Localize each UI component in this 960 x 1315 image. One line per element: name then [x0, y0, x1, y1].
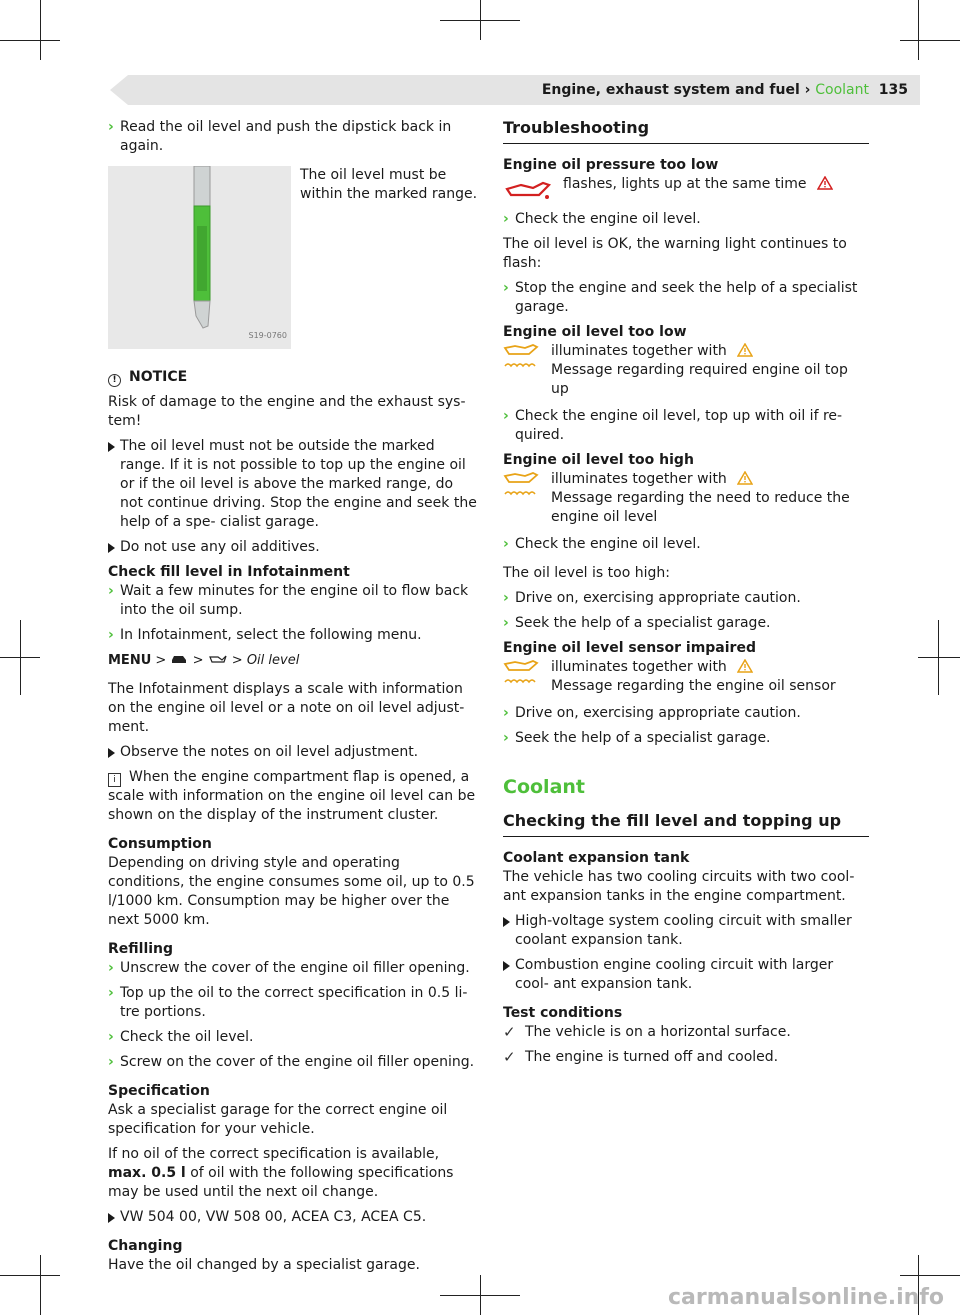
oil-pressure-lamp-red-icon [503, 175, 555, 201]
warning-triangle-yellow-icon [737, 659, 753, 673]
oil-level-lamp-yellow-icon [503, 342, 543, 372]
step-marker-icon: › [108, 960, 114, 976]
dipstick-illustration [108, 166, 291, 349]
menu-oil-level: Oil level [246, 653, 300, 668]
warning-triangle-yellow-icon [737, 471, 753, 485]
consumption-heading: Consumption [108, 836, 212, 852]
tank-text: The vehicle has two cooling circuits with two cool- ant expansion tanks in the engine compartment. [503, 869, 855, 904]
step-item: › Unscrew the cover of the engine oil filler opening. [108, 960, 470, 976]
step-marker-icon: › [108, 119, 114, 135]
high-warning-row: illuminates together with Message regarding the need to reduce the engine oil level [503, 470, 869, 527]
notice-text: Risk of damage to the engine and the exhaust sys- tem! [108, 394, 466, 429]
info-text: i When the engine compartment flap is opened, a scale with information on the engine oil level can be shown on the display of the instrument cluster. [108, 769, 476, 823]
crop-mark [0, 657, 40, 658]
step-item: › Drive on, exercising appropriate caution. [503, 590, 801, 606]
step-item: › Check the oil level. [108, 1029, 254, 1045]
crop-mark [918, 657, 960, 658]
fill-level-title: Checking the fill level and topping up [503, 811, 869, 837]
pressure-text: The oil level is OK, the warning light continues to flash: [503, 236, 847, 271]
test-heading: Test conditions [503, 1005, 623, 1021]
bullet-triangle-icon [503, 917, 510, 927]
header-section: Engine, exhaust system and fuel › [541, 82, 811, 98]
spec-text: Ask a specialist garage for the correct engine oil specification for your vehicle. [108, 1102, 448, 1137]
step-marker-icon: › [108, 583, 114, 599]
crop-mark [900, 40, 960, 41]
watermark: carmanualsonline.info [668, 1285, 944, 1310]
infotainment-text: The Infotainment displays a scale with information on the engine oil level or a note on oil level adjust- ment. [108, 681, 465, 735]
crop-mark [440, 1295, 520, 1296]
bullet-triangle-icon [108, 748, 115, 758]
notice-title: ! NOTICE [108, 368, 478, 387]
spec-item: VW 504 00, VW 508 00, ACEA C3, ACEA C5. [108, 1208, 478, 1227]
notice-item: Do not use any oil additives. [108, 538, 478, 557]
high-heading: Engine oil level too high [503, 452, 694, 468]
step-marker-icon: › [503, 408, 509, 424]
header-subsection: Coolant [815, 82, 870, 98]
step-item: › Screw on the cover of the engine oil filler opening. [108, 1054, 475, 1070]
step-item: › Check the engine oil level. [503, 211, 701, 227]
step-item: › Seek the help of a specialist garage. [503, 730, 771, 746]
notice-icon: ! [108, 374, 121, 387]
note-item: Observe the notes on oil level adjustment. [108, 743, 478, 762]
bullet-triangle-icon [108, 1213, 115, 1223]
tank-item: High-voltage system cooling circuit with smaller coolant expansion tank. [503, 912, 869, 950]
coolant-title: Coolant [503, 776, 585, 798]
right-column [503, 118, 869, 1073]
menu-path: MENU > > > Oil level [108, 653, 300, 668]
troubleshooting-title: Troubleshooting [503, 118, 869, 144]
car-icon [170, 653, 188, 664]
crop-mark [0, 40, 60, 41]
step-item: › In Infotainment, select the following menu. [108, 627, 422, 643]
figure-code: S19-0760 [248, 331, 287, 340]
pressure-warning-row: flashes, lights up at the same time [503, 175, 869, 194]
sensor-heading: Engine oil level sensor impaired [503, 640, 756, 656]
info-icon: i [108, 773, 121, 787]
checkmark-icon: ✓ [503, 1048, 516, 1066]
test-condition-item: ✓ The engine is turned off and cooled. [503, 1048, 779, 1066]
tank-heading: Coolant expansion tank [503, 850, 690, 866]
crop-mark [0, 1275, 60, 1276]
crop-mark [900, 1275, 960, 1276]
crop-mark [40, 1255, 41, 1315]
crop-mark [440, 20, 520, 21]
step-marker-icon: › [503, 730, 509, 746]
warning-triangle-red-icon [817, 176, 833, 190]
oil-level-lamp-yellow-icon [503, 470, 543, 500]
low-heading: Engine oil level too low [503, 324, 687, 340]
step-marker-icon: › [503, 590, 509, 606]
step-item: › Check the engine oil level, top up with oil if re- quired. [503, 408, 843, 443]
pressure-heading: Engine oil pressure too low [503, 157, 719, 173]
step-marker-icon: › [503, 280, 509, 296]
step-marker-icon: › [503, 615, 509, 631]
dipstick-figure [108, 166, 478, 356]
high-text: The oil level is too high: [503, 565, 670, 581]
tank-item: Combustion engine cooling circuit with larger cool- ant expansion tank. [503, 956, 869, 994]
step-item: › Wait a few minutes for the engine oil to flow back into the oil sump. [108, 583, 469, 618]
oil-level-lamp-yellow-icon [503, 658, 543, 688]
step-item: › Top up the oil to the correct specification in 0.5 li- tre portions. [108, 985, 468, 1020]
infotainment-heading: Check fill level in Infotainment [108, 564, 350, 580]
checkmark-icon: ✓ [503, 1023, 516, 1041]
page-number: 135 [878, 82, 908, 98]
figure-caption: The oil level must be within the marked range. [300, 167, 478, 202]
warning-triangle-yellow-icon [737, 343, 753, 357]
step-marker-icon: › [503, 211, 509, 227]
refilling-heading: Refilling [108, 941, 174, 957]
sensor-warning-row: illuminates together with Message regarding the engine oil sensor [503, 658, 869, 696]
bullet-triangle-icon [503, 961, 510, 971]
step-item: › Read the oil level and push the dipstick back in again. [108, 119, 452, 154]
changing-text: Have the oil changed by a specialist garage. [108, 1257, 420, 1273]
menu-label: MENU [108, 653, 152, 668]
step-item: › Stop the engine and seek the help of a specialist garage. [503, 280, 858, 315]
crop-mark [918, 0, 919, 60]
step-marker-icon: › [108, 627, 114, 643]
bullet-triangle-icon [108, 543, 115, 553]
step-item: › Drive on, exercising appropriate caution. [503, 705, 801, 721]
left-column [108, 118, 478, 1281]
step-marker-icon: › [503, 536, 509, 552]
dipstick-image [108, 166, 291, 349]
crop-mark [40, 0, 41, 60]
running-header [542, 81, 908, 100]
spec-text-2: If no oil of the correct specification is available, max. 0.5 l of oil with the following specifications may be used until the next oil change. [108, 1146, 454, 1200]
consumption-text: Depending on driving style and operating conditions, the engine consumes some oil, up to 0.5 l/1000 km. Consumption may be higher over the next 5000 km. [108, 855, 475, 928]
step-marker-icon: › [108, 985, 114, 1001]
spec-heading: Specification [108, 1083, 210, 1099]
notice-item: The oil level must not be outside the marked range. If it is not possible to top up the engine oil or if the oil level is above the marked range, do not continue driving. Stop the engine and seek the help of a spe- cialist garage. [108, 437, 478, 532]
changing-heading: Changing [108, 1238, 183, 1254]
low-warning-row: illuminates together with Message regarding required engine oil top up [503, 342, 869, 399]
test-condition-item: ✓ The vehicle is on a horizontal surface. [503, 1023, 791, 1041]
bullet-triangle-icon [108, 442, 115, 452]
step-item: › Seek the help of a specialist garage. [503, 615, 771, 631]
step-marker-icon: › [503, 705, 509, 721]
step-marker-icon: › [108, 1029, 114, 1045]
oil-can-icon [208, 652, 228, 664]
step-marker-icon: › [108, 1054, 114, 1070]
step-item: › Check the engine oil level. [503, 536, 701, 552]
